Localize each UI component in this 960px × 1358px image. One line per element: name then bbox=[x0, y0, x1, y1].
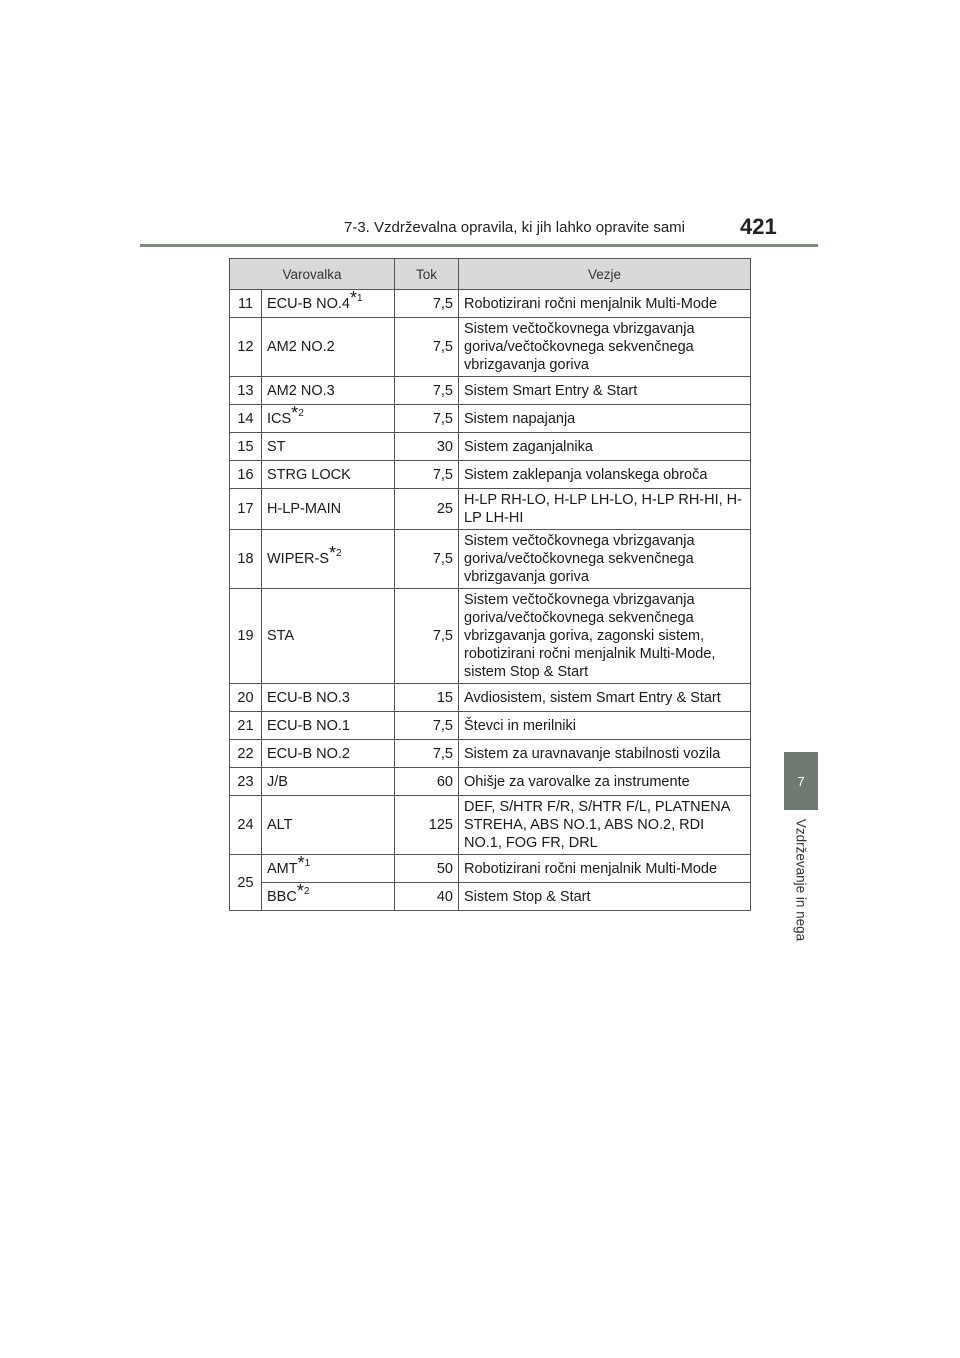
fuse-name bbox=[262, 880, 395, 911]
fuse-circuit: Avdiosistem, sistem Smart Entry & Start bbox=[459, 684, 751, 712]
footnote-asterisk-icon: * bbox=[329, 543, 337, 563]
table-row bbox=[230, 377, 751, 405]
table-row bbox=[230, 290, 751, 318]
fuse-name bbox=[262, 589, 395, 684]
table-row bbox=[230, 318, 751, 377]
fuse-number: 13 bbox=[230, 377, 262, 405]
fuse-name bbox=[262, 377, 395, 405]
table-row bbox=[230, 712, 751, 740]
table-row bbox=[230, 796, 751, 855]
fuse-current: 7,5 bbox=[395, 318, 459, 377]
fuse-name-text: ALT bbox=[267, 817, 293, 833]
table-body bbox=[230, 287, 751, 911]
fuse-name-text: AM2 NO.3 bbox=[267, 382, 335, 399]
chapter-tab bbox=[784, 752, 818, 810]
footnote-number: 2 bbox=[303, 885, 310, 897]
table-row bbox=[230, 883, 751, 911]
fuse-name-text: STA bbox=[267, 628, 295, 644]
fuse-number: 25 bbox=[230, 855, 262, 911]
fuse-name bbox=[262, 852, 395, 883]
fuse-name bbox=[262, 489, 395, 530]
fuse-current: 50 bbox=[395, 855, 459, 883]
fuse-current: 60 bbox=[395, 768, 459, 796]
fuse-current: 7,5 bbox=[395, 290, 459, 318]
chapter-title: Vzdrževanje in nega bbox=[793, 818, 809, 942]
header-rule bbox=[140, 244, 818, 247]
fuse-name bbox=[262, 712, 395, 740]
fuse-circuit: Sistem napajanja bbox=[459, 405, 751, 433]
fuse-name bbox=[262, 530, 395, 589]
header-fuse: Varovalka bbox=[230, 259, 395, 290]
fuse-number: 12 bbox=[230, 318, 262, 377]
fuse-number: 17 bbox=[230, 489, 262, 530]
fuse-current: 7,5 bbox=[395, 740, 459, 768]
fuse-number: 18 bbox=[230, 530, 262, 589]
fuse-number: 22 bbox=[230, 740, 262, 768]
fuse-current: 7,5 bbox=[395, 712, 459, 740]
fuse-circuit: Sistem Smart Entry & Start bbox=[459, 377, 751, 405]
fuse-current: 7,5 bbox=[395, 461, 459, 489]
footnote-asterisk-icon: * bbox=[297, 852, 305, 873]
footnote-number: 1 bbox=[357, 292, 363, 304]
fuse-number: 21 bbox=[230, 712, 262, 740]
fuse-name bbox=[262, 433, 395, 461]
fuse-name bbox=[262, 287, 395, 318]
fuse-name-text: STRG LOCK bbox=[267, 466, 351, 483]
fuse-current: 15 bbox=[395, 684, 459, 712]
fuse-name-text: AMT bbox=[267, 860, 298, 877]
fuse-current: 7,5 bbox=[395, 405, 459, 433]
fuse-name-text: ICS bbox=[267, 410, 292, 427]
header-circuit: Vezje bbox=[459, 259, 751, 290]
fuse-name bbox=[262, 740, 395, 768]
table-row bbox=[230, 433, 751, 461]
fuse-name bbox=[262, 768, 395, 796]
fuse-current: 40 bbox=[395, 883, 459, 911]
table-row bbox=[230, 684, 751, 712]
fuse-table bbox=[229, 258, 751, 911]
header-current: Tok bbox=[395, 259, 459, 290]
fuse-number: 14 bbox=[230, 405, 262, 433]
fuse-name-text: ECU-B NO.4 bbox=[267, 295, 350, 312]
fuse-current: 25 bbox=[395, 489, 459, 530]
fuse-circuit: Sistem zaklepanja volanskega obroča bbox=[459, 461, 751, 489]
fuse-name-text: BBC bbox=[267, 888, 297, 905]
fuse-current: 30 bbox=[395, 433, 459, 461]
fuse-name-text: J/B bbox=[267, 773, 288, 790]
footnote-number: 1 bbox=[304, 857, 311, 869]
fuse-circuit: Robotizirani ročni menjalnik Multi-Mode bbox=[459, 855, 751, 883]
fuse-name-text: ST bbox=[267, 438, 286, 455]
fuse-name-text: H-LP-MAIN bbox=[267, 501, 342, 517]
fuse-number: 15 bbox=[230, 433, 262, 461]
fuse-circuit: H-LP RH-LO, H-LP LH-LO, H-LP RH-HI, H-LP LH-HI bbox=[459, 489, 751, 530]
fuse-number: 16 bbox=[230, 461, 262, 489]
fuse-circuit: Ohišje za varovalke za instrumente bbox=[459, 768, 751, 796]
fuse-circuit: Robotizirani ročni menjalnik Multi-Mode bbox=[459, 290, 751, 318]
fuse-name bbox=[262, 402, 395, 433]
fuse-circuit: Sistem Stop & Start bbox=[459, 883, 751, 911]
fuse-name-text: AM2 NO.2 bbox=[267, 339, 335, 355]
fuse-number: 19 bbox=[230, 589, 262, 684]
fuse-current: 7,5 bbox=[395, 589, 459, 684]
fuse-circuit: DEF, S/HTR F/R, S/HTR F/L, PLATNENA STREHA, ABS NO.1, ABS NO.2, RDI NO.1, FOG FR, DRL bbox=[459, 796, 751, 855]
fuse-number: 20 bbox=[230, 684, 262, 712]
fuse-number: 11 bbox=[230, 290, 262, 318]
fuse-number: 23 bbox=[230, 768, 262, 796]
fuse-circuit: Sistem večtočkovnega vbrizgavanja goriva/večtočkovnega sekvenčnega vbrizgavanja goriva bbox=[459, 318, 751, 377]
table-row bbox=[230, 589, 751, 684]
fuse-circuit: Sistem zaganjalnika bbox=[459, 433, 751, 461]
table-row bbox=[230, 489, 751, 530]
table-row bbox=[230, 530, 751, 589]
fuse-name-text: WIPER-S bbox=[267, 551, 330, 567]
table-row bbox=[230, 740, 751, 768]
fuse-name bbox=[262, 318, 395, 377]
table-row bbox=[230, 405, 751, 433]
fuse-name bbox=[262, 461, 395, 489]
fuse-name-text: ECU-B NO.2 bbox=[267, 745, 350, 762]
section-title: 7-3. Vzdrževalna opravila, ki jih lahko opravite sami bbox=[344, 219, 685, 236]
page-number: 421 bbox=[740, 214, 777, 239]
fuse-current: 7,5 bbox=[395, 377, 459, 405]
fuse-name bbox=[262, 796, 395, 855]
fuse-circuit: Sistem večtočkovnega vbrizgavanja goriva/večtočkovnega sekvenčnega vbrizgavanja goriva bbox=[459, 530, 751, 589]
fuse-circuit: Števci in merilniki bbox=[459, 712, 751, 740]
fuse-circuit: Sistem za uravnavanje stabilnosti vozila bbox=[459, 740, 751, 768]
table-row bbox=[230, 768, 751, 796]
fuse-number: 24 bbox=[230, 796, 262, 855]
fuse-current: 7,5 bbox=[395, 530, 459, 589]
footnote-asterisk-icon: * bbox=[291, 402, 299, 423]
fuse-name-text: ECU-B NO.3 bbox=[267, 689, 350, 706]
fuse-current: 125 bbox=[395, 796, 459, 855]
table-row bbox=[230, 461, 751, 489]
fuse-name bbox=[262, 684, 395, 712]
table-row bbox=[230, 855, 751, 883]
footnote-asterisk-icon: * bbox=[350, 287, 358, 308]
footnote-asterisk-icon: * bbox=[296, 880, 304, 901]
footnote-number: 2 bbox=[298, 407, 304, 419]
fuse-circuit: Sistem večtočkovnega vbrizgavanja goriva/večtočkovnega sekvenčnega vbrizgavanja goriva, zagonski sistem, robotizirani ročni menjalnik Multi-Mode, sistem Stop & Start bbox=[459, 589, 751, 684]
chapter-number: 7 bbox=[797, 773, 805, 789]
table-header-row bbox=[230, 259, 751, 290]
fuse-name-text: ECU-B NO.1 bbox=[267, 717, 350, 734]
footnote-number: 2 bbox=[336, 548, 342, 559]
